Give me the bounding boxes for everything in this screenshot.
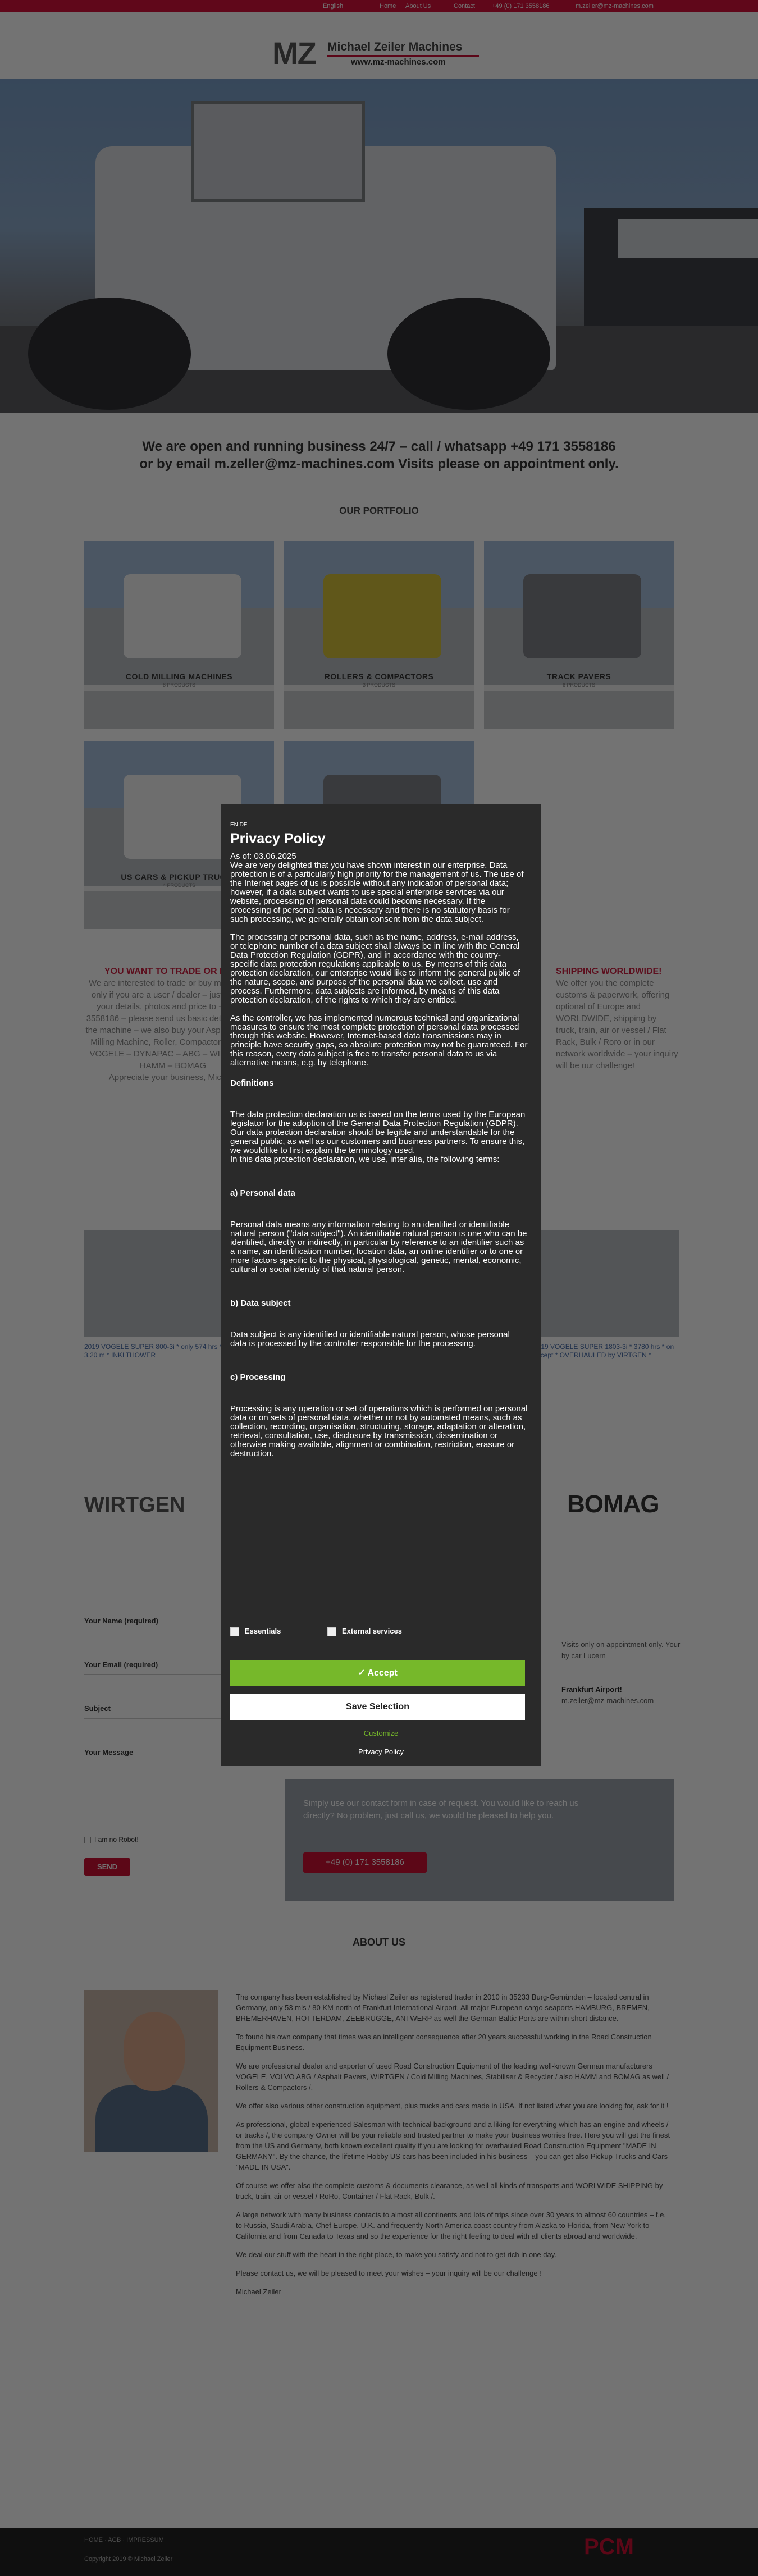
external-checkbox[interactable] bbox=[327, 1627, 336, 1636]
accept-button[interactable]: ✓ Accept bbox=[230, 1660, 525, 1686]
language-flags[interactable]: EN DE bbox=[230, 822, 248, 828]
privacy-paragraph: As the controller, we has implemented numerous technical and organizational measures to ensure the most complete protection of personal data processed through this website. However, Internet-based data transmissions may in principle have security gaps, so absolute protection may not be guaranteed. For this reason, every data subject is free to transfer personal data to us via alternative means, e.g. by telephone. bbox=[230, 1013, 528, 1068]
privacy-paragraph: In this data protection declaration, we use, inter alia, the following terms: bbox=[230, 1155, 500, 1164]
privacy-body bbox=[230, 852, 528, 1467]
privacy-modal bbox=[221, 804, 541, 1766]
privacy-paragraph: Data subject is any identified or identifiable natural person, whose personal data is processed by the controller responsible for the processing. bbox=[230, 1330, 510, 1348]
essentials-option[interactable] bbox=[230, 1627, 281, 1636]
privacy-heading: a) Personal data bbox=[230, 1188, 295, 1198]
essentials-checkbox[interactable] bbox=[230, 1627, 239, 1636]
customize-link[interactable]: Customize bbox=[363, 1729, 399, 1737]
privacy-heading: Definitions bbox=[230, 1078, 274, 1088]
save-selection-button[interactable]: Save Selection bbox=[230, 1694, 525, 1720]
privacy-policy-link[interactable]: Privacy Policy bbox=[358, 1747, 404, 1756]
external-label: External services bbox=[342, 1627, 402, 1635]
privacy-paragraph: The data protection declaration us is based on the terms used by the European legislator for the adoption of the General Data Protection Regulation (GDPR). Our data protection declaration should be legible and understandable for the general public, as well as our customers and business partners. To ensure this, we wouldlike to first explain the terminology used. bbox=[230, 1110, 526, 1155]
privacy-heading: c) Processing bbox=[230, 1372, 286, 1382]
privacy-paragraph: Personal data means any information relating to an identified or identifiable natural person ("data subject"). An identifiable natural person is one who can be identified, directly or indirectly, in particular by reference to an identifier such as a name, an identification number, location data, an online identifier or to one or more factors specific to the physical, physiological, genetic, mental, economic, cultural or social identity of that natural person. bbox=[230, 1220, 527, 1274]
privacy-heading: b) Data subject bbox=[230, 1298, 291, 1308]
external-option[interactable] bbox=[327, 1627, 402, 1636]
essentials-label: Essentials bbox=[245, 1627, 281, 1635]
privacy-title: Privacy Policy bbox=[230, 831, 326, 847]
privacy-paragraph: The processing of personal data, such as the name, address, e-mail address, or telephone number of a data subject shall always be in line with the General Data Protection Regulation (GDPR), and in accordance with the country-specific data protection regulations applicable to us. By means of this data protection declaration, our enterprise would like to inform the general public of the nature, scope, and purpose of the personal data we collect, use and process. Furthermore, data subjects are informed, by means of this data protection declaration, of the rights to which they are entitled. bbox=[230, 932, 520, 1005]
privacy-paragraph: We are very delighted that you have shown interest in our enterprise. Data protection is of a particularly high priority for the management of us. The use of the Internet pages of us is possible without any indication of personal data; however, if a data subject wants to use special enterprise services via our website, processing of personal data could become necessary. If the processing of personal data is necessary and there is no statutory basis for such processing, we generally obtain consent from the data subject. bbox=[230, 861, 524, 924]
privacy-date: As of: 03.06.2025 bbox=[230, 852, 296, 861]
privacy-paragraph: Processing is any operation or set of operations which is performed on personal data or on sets of personal data, whether or not by automated means, such as collection, recording, organisation, structuring, storage, adaptation or alteration, retrieval, consultation, use, disclosure by transmission, dissemination or otherwise making available, alignment or combination, restriction, erasure or destruction. bbox=[230, 1404, 528, 1458]
